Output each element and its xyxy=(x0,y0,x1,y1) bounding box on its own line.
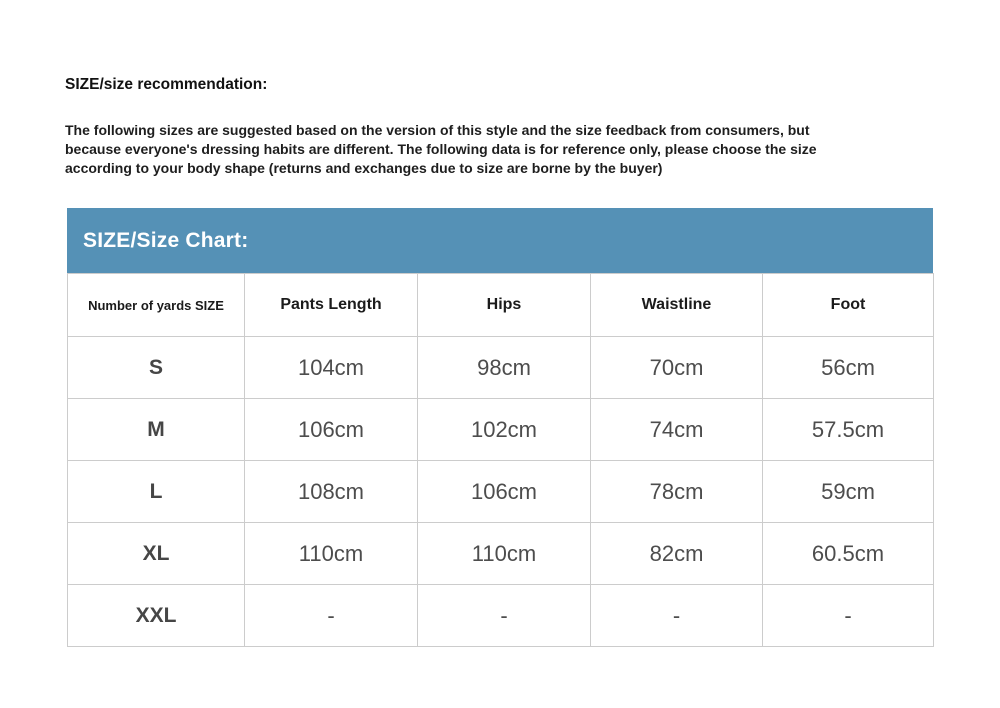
table-row-s xyxy=(68,337,934,399)
size-chart-title-bar xyxy=(67,208,933,273)
pants-length-value: 104cm xyxy=(245,337,418,399)
paragraph-line-1: The following sizes are suggested based on the version of this style and the size feedback from consumers, but xyxy=(65,122,810,138)
column-header-hips: Hips xyxy=(418,274,591,337)
pants-length-value: 110cm xyxy=(245,523,418,585)
waistline-value: - xyxy=(591,585,763,647)
table-row-l xyxy=(68,461,934,523)
hips-value: 102cm xyxy=(418,399,591,461)
column-header-foot: Foot xyxy=(763,274,934,337)
table-row-m xyxy=(68,399,934,461)
foot-value: 60.5cm xyxy=(763,523,934,585)
size-chart-title: SIZE/Size Chart: xyxy=(83,228,249,252)
foot-value: 59cm xyxy=(763,461,934,523)
size-label: L xyxy=(68,461,245,523)
table-row-xl xyxy=(68,523,934,585)
hips-value: - xyxy=(418,585,591,647)
column-header-size: Number of yards SIZE xyxy=(68,274,245,337)
table-header-row xyxy=(68,274,934,337)
hips-value: 106cm xyxy=(418,461,591,523)
size-label: M xyxy=(68,399,245,461)
foot-value: 57.5cm xyxy=(763,399,934,461)
pants-length-value: 106cm xyxy=(245,399,418,461)
foot-value: 56cm xyxy=(763,337,934,399)
size-recommendation-heading: SIZE/size recommendation: xyxy=(65,76,268,93)
pants-length-value: - xyxy=(245,585,418,647)
size-chart-table xyxy=(67,273,934,647)
paragraph-line-3: according to your body shape (returns and exchanges due to size are borne by the buyer) xyxy=(65,160,663,176)
size-recommendation-paragraph xyxy=(65,121,817,178)
hips-value: 98cm xyxy=(418,337,591,399)
pants-length-value: 108cm xyxy=(245,461,418,523)
column-header-pants-length: Pants Length xyxy=(245,274,418,337)
size-label: XXL xyxy=(68,585,245,647)
paragraph-line-2: because everyone's dressing habits are different. The following data is for reference only, please choose the size xyxy=(65,141,817,157)
column-header-waistline: Waistline xyxy=(591,274,763,337)
waistline-value: 78cm xyxy=(591,461,763,523)
table-row-xxl xyxy=(68,585,934,647)
waistline-value: 82cm xyxy=(591,523,763,585)
hips-value: 110cm xyxy=(418,523,591,585)
size-label: S xyxy=(68,337,245,399)
waistline-value: 74cm xyxy=(591,399,763,461)
size-label: XL xyxy=(68,523,245,585)
foot-value: - xyxy=(763,585,934,647)
waistline-value: 70cm xyxy=(591,337,763,399)
